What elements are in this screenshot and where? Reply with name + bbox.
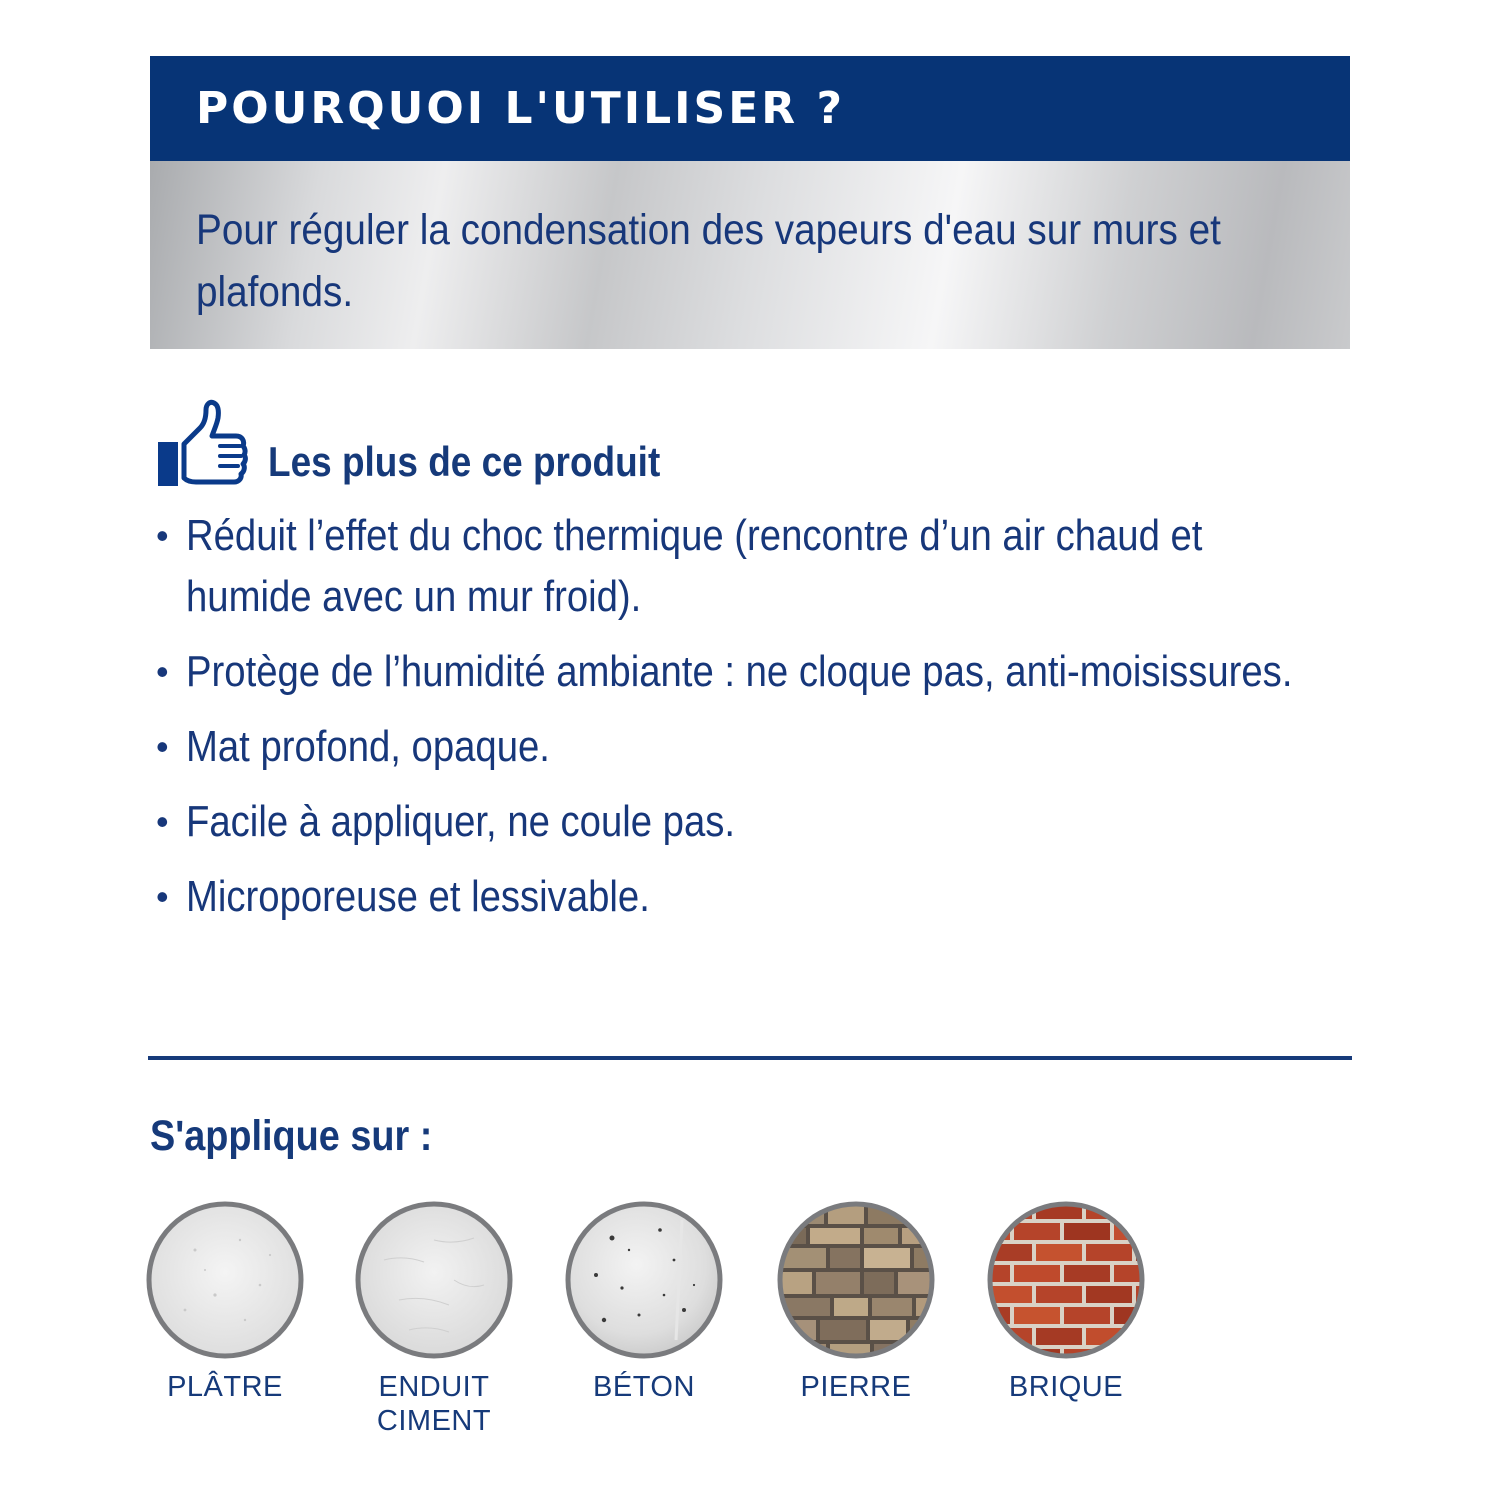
benefit-text: Réduit l’effet du choc thermique (rencontre d’un air chaud et humide avec un mur froid). [186,511,1203,621]
list-item [156,791,1406,852]
bullet: • [156,876,169,917]
benefits-title: Les plus de ce produit [268,438,661,485]
surface-label: BRIQUE [1008,1371,1124,1403]
surface-brick [986,1200,1146,1404]
bullet: • [156,651,169,692]
surface-label: PLÂTRE [167,1371,283,1403]
surface-stone [776,1200,936,1404]
thumbs-up-icon [156,398,248,490]
benefit-text: Protège de l’humidité ambiante : ne cloque pas, anti-moisissures. [186,647,1293,696]
header-title: POURQUOI L'UTILISER ? [196,83,845,134]
surface-cement-render [354,1200,514,1438]
plaster-texture-icon [145,1200,305,1360]
benefits-list [156,505,1406,941]
surface-label: PIERRE [800,1371,912,1403]
intro-box [150,161,1350,349]
surface-label: ENDUIT CIMENT [376,1371,492,1437]
benefits-heading [156,398,714,490]
list-item [156,716,1406,777]
divider [148,1056,1352,1060]
stone-texture-icon [776,1200,936,1360]
benefit-text: Facile à appliquer, ne coule pas. [186,797,736,846]
benefit-text: Mat profond, opaque. [186,722,550,771]
list-item [156,505,1406,627]
bullet: • [156,515,169,556]
surface-concrete [564,1200,724,1404]
benefit-text: Microporeuse et lessivable. [186,872,650,921]
bullet: • [156,801,169,842]
brick-texture-icon [986,1200,1146,1360]
bullet: • [156,726,169,767]
surface-plaster [145,1200,305,1404]
concrete-texture-icon [564,1200,724,1360]
list-item [156,866,1406,927]
intro-text: Pour réguler la condensation des vapeurs d'eau sur murs et plafonds. [196,206,1221,316]
surface-label: BÉTON [593,1371,695,1403]
list-item [156,641,1406,702]
cement-texture-icon [354,1200,514,1360]
header-bar [150,56,1350,161]
applies-to-title: S'applique sur : [150,1112,433,1160]
